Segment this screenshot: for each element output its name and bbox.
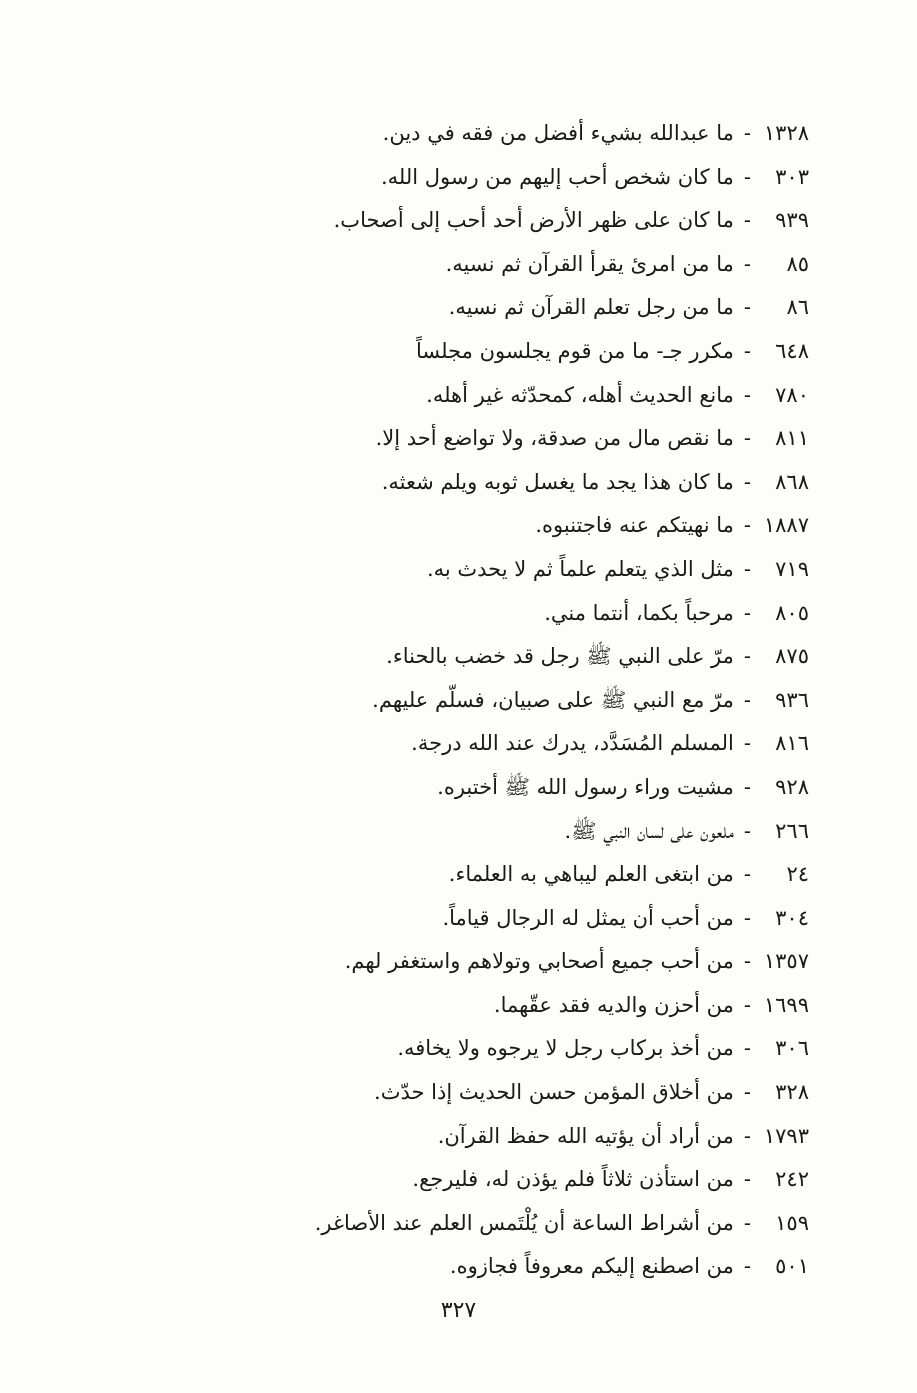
hadith-index-list — [209, 112, 809, 1289]
entry-text: المسلم المُسَدَّد، يدرك عند الله درجة. — [411, 731, 734, 756]
entry-text: مشيت وراء رسول الله ﷺ أختبره. — [437, 774, 734, 799]
entry-number: ٣٠٦ — [775, 1036, 809, 1061]
entry-text: ما كان هذا يجد ما يغسل ثوبه ويلم شعثه. — [381, 469, 734, 494]
index-entry — [209, 940, 809, 984]
entry-dash: - — [743, 469, 751, 494]
entry-text: من أخلاق المؤمن حسن الحديث إذا حدّث. — [374, 1080, 734, 1105]
entry-text: من أحب جميع أصحابي وتولاهم واستغفر لهم. — [344, 949, 734, 974]
entry-number: ٨٥ — [786, 251, 809, 276]
entry-text: مرّ على النبي ﷺ رجل قد خضب بالحناء. — [386, 644, 734, 669]
entry-number: ١٧٩٣ — [763, 1123, 809, 1148]
index-entry — [209, 897, 809, 941]
entry-number: ٧٨٠ — [775, 382, 809, 407]
index-entry — [209, 548, 809, 592]
entry-dash: - — [743, 1080, 751, 1105]
entry-number: ٣٢٨ — [775, 1080, 809, 1105]
index-entry — [209, 243, 809, 287]
entry-text: مثل الذي يتعلم علماً ثم لا يحدث به. — [426, 556, 734, 581]
index-entry — [209, 984, 809, 1028]
index-entry — [209, 853, 809, 897]
index-entry — [209, 766, 809, 810]
entry-number: ٣٠٤ — [775, 905, 809, 930]
entry-number: ٢٤ — [786, 862, 809, 887]
index-entry — [209, 635, 809, 679]
entry-number: ٢٤٢ — [775, 1167, 809, 1192]
entry-text: من استأذن ثلاثاً فلم يؤذن له، فليرجع. — [412, 1167, 734, 1192]
index-entry — [209, 722, 809, 766]
entry-number: ٣٠٣ — [775, 164, 809, 189]
index-entry — [209, 504, 809, 548]
entry-text: ما عبدالله بشيء أفضل من فقه في دين. — [382, 121, 734, 145]
entry-text: ما كان شخص أحب إليهم من رسول الله. — [380, 164, 734, 189]
entry-dash: - — [743, 949, 751, 974]
entry-number: ١٨٨٧ — [763, 513, 809, 538]
index-entry — [209, 1115, 809, 1159]
entry-text: من أحب أن يمثل له الرجال قياماً. — [442, 905, 734, 930]
entry-number: ٢٦٦ — [775, 818, 809, 843]
entry-text: مانع الحديث أهله، كمحدّثه غير أهله. — [426, 382, 734, 407]
index-entry — [209, 1245, 809, 1289]
entry-number: ١٦٩٩ — [763, 992, 809, 1017]
entry-number: ٨٦٨ — [775, 469, 809, 494]
entry-text: ملعون على لسان النبي ﷺ. — [564, 818, 734, 843]
entry-dash: - — [743, 600, 751, 625]
entry-dash: - — [743, 1167, 751, 1192]
entry-dash: - — [743, 862, 751, 887]
entry-number: ١٣٢٨ — [763, 121, 809, 145]
index-entry — [209, 156, 809, 200]
entry-text: من أراد أن يؤتيه الله حفظ القرآن. — [437, 1123, 734, 1148]
entry-dash: - — [743, 251, 751, 276]
entry-text: من أشراط الساعة أن يُلْتَمس العلم عند الأصاغر. — [314, 1210, 734, 1235]
entry-dash: - — [743, 774, 751, 799]
entry-text: ما نهيتكم عنه فاجتنبوه. — [535, 513, 734, 538]
entry-dash: - — [743, 164, 751, 189]
entry-dash: - — [743, 644, 751, 669]
index-entry — [209, 199, 809, 243]
page-number: ٣٢٧ — [440, 1298, 477, 1323]
entry-number: ٧١٩ — [775, 556, 809, 581]
index-entry — [209, 592, 809, 636]
entry-dash: - — [743, 121, 751, 145]
entry-dash: - — [743, 1123, 751, 1148]
entry-number: ١٥٩ — [775, 1210, 809, 1235]
entry-dash: - — [743, 1036, 751, 1061]
index-entry — [209, 1027, 809, 1071]
entry-number: ٩٣٩ — [775, 208, 809, 233]
entry-dash: - — [743, 295, 751, 320]
entry-text: مرّ مع النبي ﷺ على صبيان، فسلّم عليهم. — [372, 687, 734, 712]
entry-number: ٩٢٨ — [775, 774, 809, 799]
entry-text: من اصطنع إليكم معروفاً فجازوه. — [449, 1254, 734, 1279]
entry-dash: - — [743, 992, 751, 1017]
entry-dash: - — [743, 687, 751, 712]
entry-text: ما كان على ظهر الأرض أحد أحب إلى أصحاب. — [333, 208, 734, 233]
index-entry — [209, 112, 809, 156]
index-entry — [209, 374, 809, 418]
entry-dash: - — [743, 905, 751, 930]
entry-dash: - — [743, 1210, 751, 1235]
entry-text: مرحباً بكما، أنتما مني. — [544, 600, 734, 625]
index-entry — [209, 417, 809, 461]
entry-dash: - — [743, 556, 751, 581]
entry-number: ٨١١ — [775, 426, 809, 451]
index-entry — [209, 1158, 809, 1202]
entry-number: ٨١٦ — [775, 731, 809, 756]
entry-dash: - — [743, 818, 751, 843]
entry-number: ٨٠٥ — [775, 600, 809, 625]
entry-dash: - — [743, 731, 751, 756]
entry-text: ما نقص مال من صدقة، ولا تواضع أحد إلا. — [375, 426, 734, 451]
entry-text: من أحزن والديه فقد عقّهما. — [493, 992, 734, 1017]
index-entry — [209, 330, 809, 374]
entry-number: ٥٠١ — [775, 1254, 809, 1279]
entry-dash: - — [743, 426, 751, 451]
index-entry — [209, 1202, 809, 1246]
index-entry — [209, 810, 809, 854]
entry-dash: - — [743, 382, 751, 407]
entry-dash: - — [743, 338, 751, 363]
entry-number: ٨٧٥ — [775, 644, 809, 669]
entry-number: ٦٤٨ — [775, 338, 809, 363]
entry-number: ٨٦ — [786, 295, 809, 320]
index-entry — [209, 679, 809, 723]
entry-text: من أخذ بركاب رجل لا يرجوه ولا يخافه. — [397, 1036, 734, 1061]
entry-dash: - — [743, 1254, 751, 1279]
entry-text: ما من رجل تعلم القرآن ثم نسيه. — [448, 295, 734, 320]
index-entry — [209, 461, 809, 505]
index-entry — [209, 286, 809, 330]
entry-text: مكرر جـ- ما من قوم يجلسون مجلساً — [416, 338, 734, 363]
entry-dash: - — [743, 513, 751, 538]
entry-text: من ابتغى العلم ليباهي به العلماء. — [448, 862, 734, 887]
entry-text: ما من امرئ يقرأ القرآن ثم نسيه. — [445, 251, 734, 276]
entry-dash: - — [743, 208, 751, 233]
entry-number: ٩٣٦ — [775, 687, 809, 712]
index-entry — [209, 1071, 809, 1115]
entry-number: ١٣٥٧ — [763, 949, 809, 974]
